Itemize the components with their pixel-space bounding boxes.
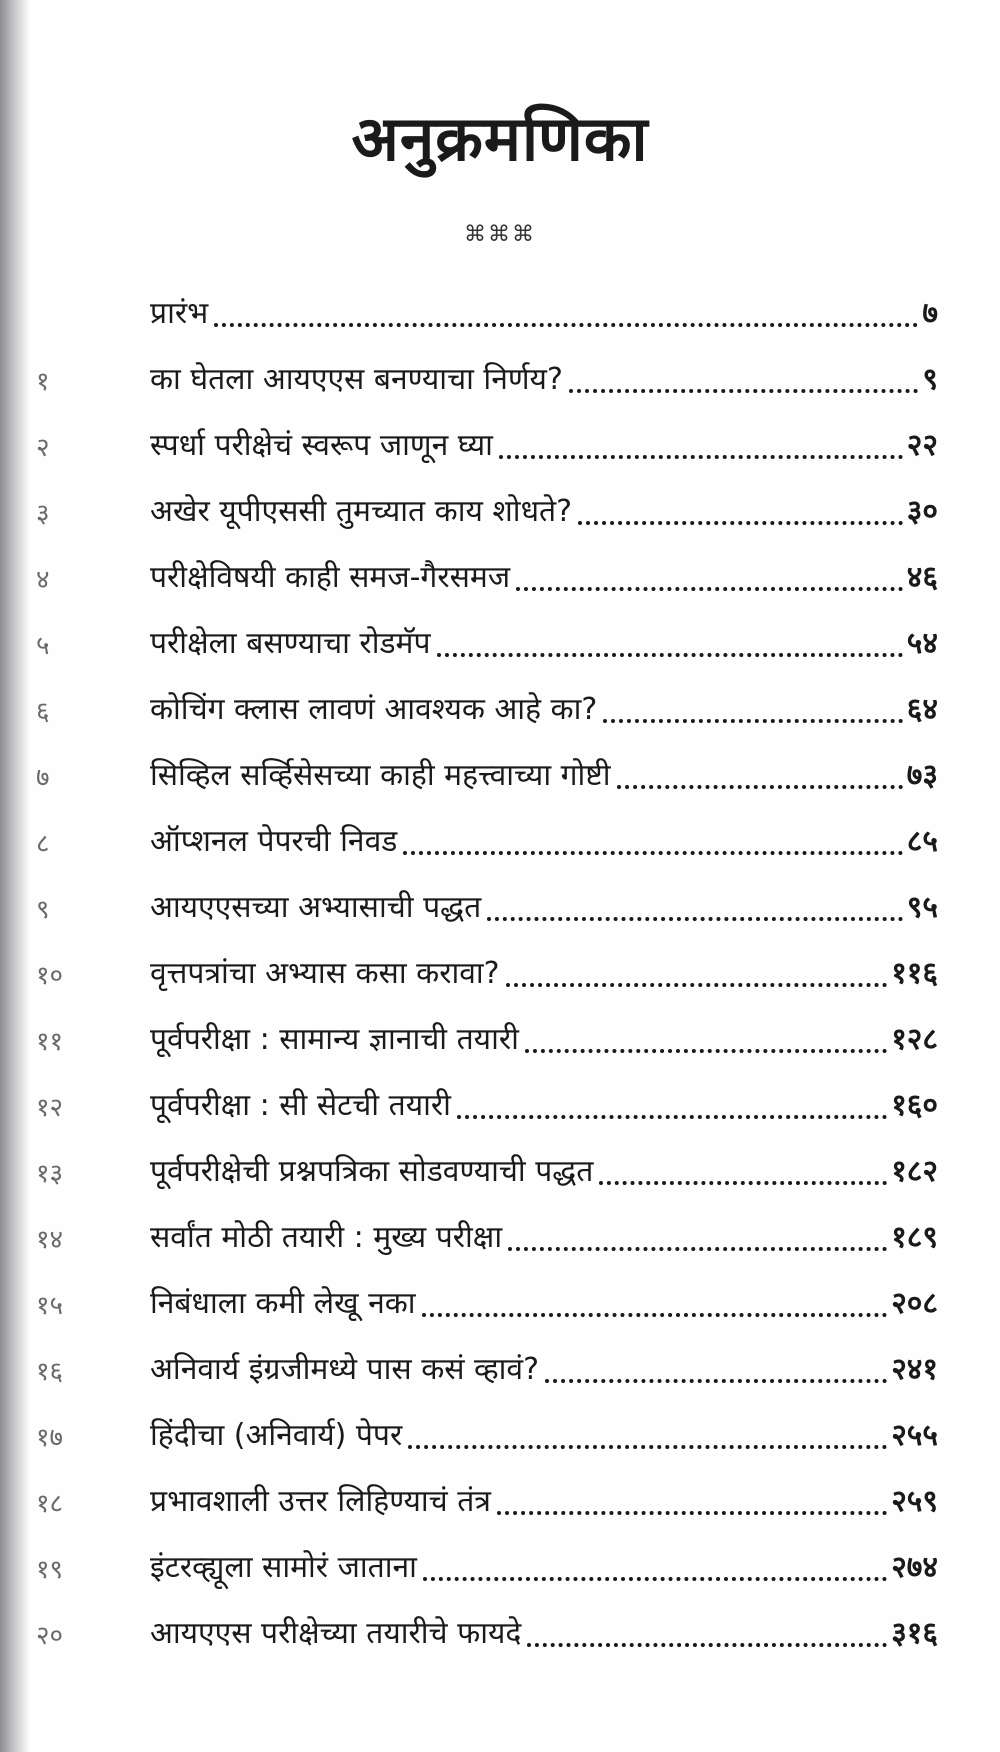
toc-entry xyxy=(0,932,1000,998)
toc-entry xyxy=(0,1130,1000,1196)
chapter-number: ३ xyxy=(36,499,50,529)
chapter-title: कोचिंग क्लास लावणं आवश्यक आहे का? xyxy=(150,692,598,727)
page-number: ३१६ xyxy=(891,1616,938,1651)
toc-entry xyxy=(0,1394,1000,1460)
page-number: १६० xyxy=(891,1088,938,1123)
dot-leader xyxy=(545,1379,887,1383)
dot-leader xyxy=(527,1643,887,1647)
entry-line xyxy=(150,423,938,464)
chapter-number: ११ xyxy=(36,1027,64,1057)
chapter-title: आयएएस परीक्षेच्या तयारीचे फायदे xyxy=(150,1616,522,1651)
chapter-title: अखेर यूपीएससी तुमच्यात काय शोधते? xyxy=(150,494,573,529)
entry-line xyxy=(150,1149,938,1190)
dot-leader xyxy=(422,1313,888,1317)
entry-line xyxy=(150,1215,938,1256)
entry-line xyxy=(150,819,938,860)
page-number: २५५ xyxy=(891,1418,938,1453)
page-number: ३० xyxy=(906,494,938,529)
entry-line xyxy=(150,885,938,926)
chapter-title: हिंदीचा (अनिवार्य) पेपर xyxy=(150,1418,403,1453)
dot-leader xyxy=(516,587,903,591)
chapter-number: १८ xyxy=(36,1489,64,1519)
chapter-number: १५ xyxy=(36,1291,64,1321)
dot-leader xyxy=(214,323,918,327)
entry-line xyxy=(150,753,938,794)
chapter-number: १२ xyxy=(36,1093,64,1123)
page-number: २७४ xyxy=(891,1550,938,1585)
entry-line xyxy=(150,291,938,332)
page-number: १२८ xyxy=(891,1022,938,1057)
page-number: ५४ xyxy=(906,626,938,661)
dot-leader xyxy=(603,719,903,723)
dot-leader xyxy=(508,1247,887,1251)
toc-entry xyxy=(0,602,1000,668)
chapter-title: आयएएसच्या अभ्यासाची पद्धत xyxy=(150,890,482,925)
chapter-number: १४ xyxy=(36,1225,64,1255)
chapter-number: २० xyxy=(36,1621,64,1651)
chapter-number: १६ xyxy=(36,1357,64,1387)
page-title: अनुक्रमणिका xyxy=(351,102,649,175)
chapter-number: ४ xyxy=(36,565,50,595)
page-number: ४६ xyxy=(906,560,938,595)
toc-entry xyxy=(0,866,1000,932)
chapter-number: ९ xyxy=(36,895,50,925)
page-number: २२ xyxy=(906,428,938,463)
chapter-title: प्रारंभ xyxy=(150,296,209,331)
page-number: २०८ xyxy=(891,1286,938,1321)
chapter-title: प्रभावशाली उत्तर लिहिण्याचं तंत्र xyxy=(150,1484,491,1519)
toc-entry xyxy=(0,998,1000,1064)
chapter-title: परीक्षेविषयी काही समज-गैरसमज xyxy=(150,560,511,595)
page-number: १८२ xyxy=(891,1154,938,1189)
ornament-divider: ⌘⌘⌘ xyxy=(464,222,536,247)
chapter-number: ५ xyxy=(36,631,50,661)
chapter-title: अनिवार्य इंग्रजीमध्ये पास कसं व्हावं? xyxy=(150,1352,540,1387)
chapter-title: पूर्वपरीक्षा : सी सेटची तयारी xyxy=(150,1088,451,1123)
page-number: ८५ xyxy=(906,824,938,859)
entry-line xyxy=(150,1545,938,1586)
page-number: ११६ xyxy=(891,956,938,991)
page-number: ७३ xyxy=(906,758,938,793)
dot-leader xyxy=(578,521,903,525)
dot-leader xyxy=(569,389,919,393)
toc-entry xyxy=(0,272,1000,338)
page-number: ६४ xyxy=(906,692,938,727)
chapter-number: १ xyxy=(36,367,50,397)
chapter-title: वृत्तपत्रांचा अभ्यास कसा करावा? xyxy=(150,956,500,991)
toc-entry xyxy=(0,470,1000,536)
dot-leader xyxy=(617,785,903,789)
toc-entry xyxy=(0,734,1000,800)
entry-line xyxy=(150,489,938,530)
entry-line xyxy=(150,687,938,728)
toc-entry xyxy=(0,1262,1000,1328)
toc-entry xyxy=(0,1064,1000,1130)
chapter-number: ८ xyxy=(36,829,50,859)
chapter-title: सर्वांत मोठी तयारी : मुख्य परीक्षा xyxy=(150,1220,503,1255)
toc-entry xyxy=(0,1328,1000,1394)
chapter-title: सिव्हिल सर्व्हिसेसच्या काही महत्त्वाच्या गोष्टी xyxy=(150,758,611,793)
dot-leader xyxy=(487,917,903,921)
dot-leader xyxy=(506,983,888,987)
toc-entry xyxy=(0,338,1000,404)
chapter-number: ६ xyxy=(36,697,50,727)
entry-line xyxy=(150,1413,938,1454)
toc-entry xyxy=(0,1592,1000,1658)
dot-leader xyxy=(403,851,902,855)
toc-entry xyxy=(0,1196,1000,1262)
page-number: ९५ xyxy=(906,890,938,925)
toc-entry xyxy=(0,1460,1000,1526)
dot-leader xyxy=(408,1445,887,1449)
table-of-contents xyxy=(0,272,1000,1658)
entry-line xyxy=(150,1017,938,1058)
entry-line xyxy=(150,357,938,398)
dot-leader xyxy=(423,1577,887,1581)
toc-entry xyxy=(0,800,1000,866)
chapter-number: १७ xyxy=(36,1423,64,1453)
page-number: ९ xyxy=(922,362,938,397)
entry-line xyxy=(150,621,938,662)
chapter-number: १९ xyxy=(36,1555,64,1585)
entry-line xyxy=(150,1281,938,1322)
chapter-number: १३ xyxy=(36,1159,64,1189)
entry-line xyxy=(150,1479,938,1520)
dot-leader xyxy=(525,1049,887,1053)
chapter-number: १० xyxy=(36,961,64,991)
dot-leader xyxy=(437,653,903,657)
toc-entry xyxy=(0,668,1000,734)
page-number: २४१ xyxy=(891,1352,938,1387)
chapter-title: पूर्वपरीक्षेची प्रश्नपत्रिका सोडवण्याची पद्धत xyxy=(150,1154,594,1189)
chapter-title: स्पर्धा परीक्षेचं स्वरूप जाणून घ्या xyxy=(150,428,493,463)
page-number: १८९ xyxy=(891,1220,938,1255)
chapter-title: परीक्षेला बसण्याचा रोडमॅप xyxy=(150,626,431,661)
chapter-title: इंटरव्ह्यूला सामोरं जाताना xyxy=(150,1550,417,1585)
dot-leader xyxy=(497,1511,887,1515)
chapter-title: का घेतला आयएएस बनण्याचा निर्णय? xyxy=(150,362,563,397)
chapter-title: निबंधाला कमी लेखू नका xyxy=(150,1286,416,1321)
entry-line xyxy=(150,1347,938,1388)
chapter-number: ७ xyxy=(36,763,50,793)
toc-entry xyxy=(0,1526,1000,1592)
dot-leader xyxy=(599,1181,887,1185)
toc-entry xyxy=(0,536,1000,602)
chapter-title: पूर्वपरीक्षा : सामान्य ज्ञानाची तयारी xyxy=(150,1022,519,1057)
entry-line xyxy=(150,1611,938,1652)
entry-line xyxy=(150,1083,938,1124)
entry-line xyxy=(150,555,938,596)
chapter-number: २ xyxy=(36,433,50,463)
entry-line xyxy=(150,951,938,992)
page-number: २५९ xyxy=(891,1484,938,1519)
dot-leader xyxy=(499,455,903,459)
toc-entry xyxy=(0,404,1000,470)
page-number: ७ xyxy=(922,296,938,331)
chapter-title: ऑप्शनल पेपरची निवड xyxy=(150,824,398,859)
dot-leader xyxy=(457,1115,887,1119)
